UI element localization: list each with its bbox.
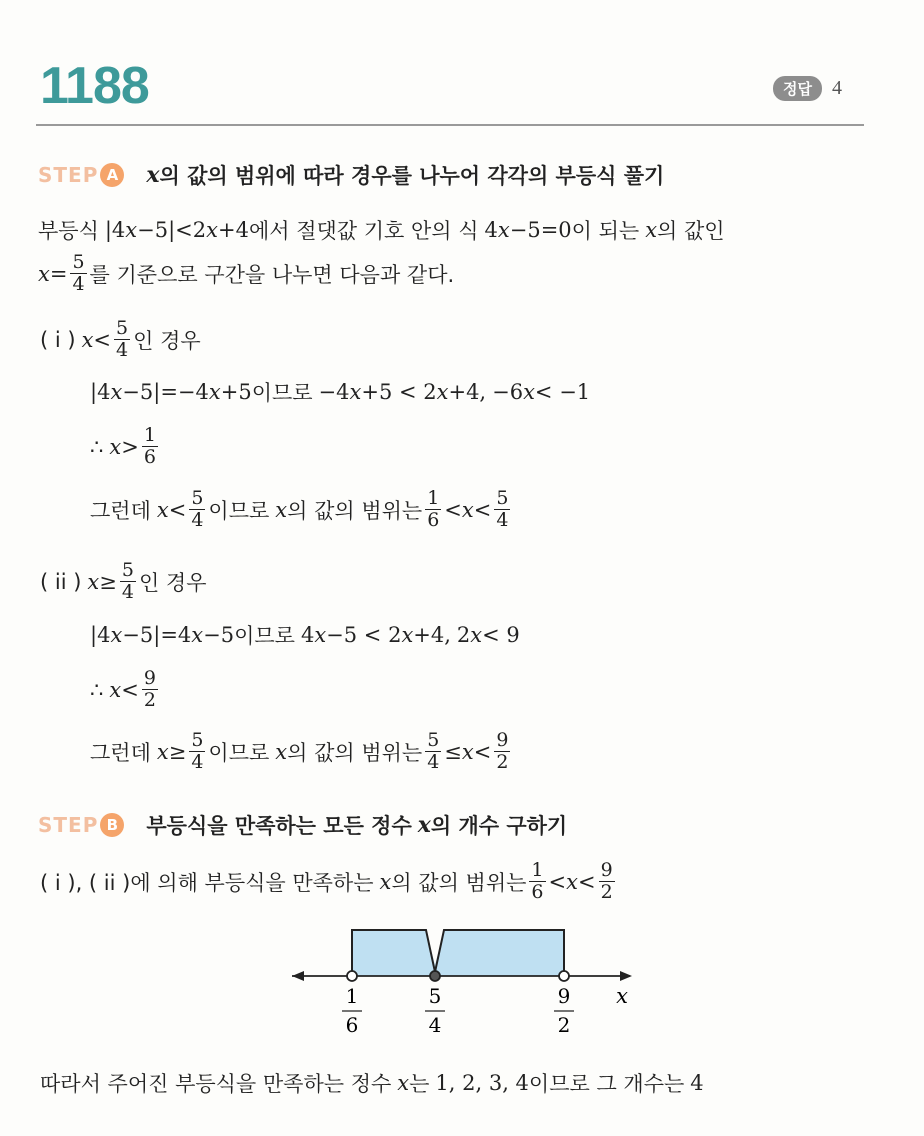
fraction: $\frac{9}{2}$ <box>496 729 509 773</box>
var-x: x <box>275 497 288 522</box>
var-x: x <box>156 497 169 522</box>
text: 이므로 <box>234 624 295 648</box>
fraction: $\frac{1}{6}$ <box>143 424 156 468</box>
text: ( i ), ( ii )에 의해 부등식을 만족하는 <box>40 870 374 895</box>
tick-numerator: 9 <box>557 984 571 1008</box>
text: 이므로 <box>251 381 313 405</box>
answer-value: 4 <box>831 77 842 99</box>
math: < <box>473 739 492 764</box>
var-x: x <box>349 380 362 404</box>
fraction: $\frac{5}{4}$ <box>191 729 204 773</box>
math: −5|=4 <box>122 623 192 647</box>
case-1-line-1 <box>90 377 590 407</box>
math: < <box>93 327 112 352</box>
solution-region <box>352 930 564 976</box>
var-x: x <box>81 327 94 352</box>
fraction: $\frac{5}{4}$ <box>121 559 134 603</box>
text: 의 값인 <box>657 219 725 243</box>
tick-numerator: 5 <box>428 984 442 1008</box>
conclusion <box>40 1068 704 1098</box>
fraction: $\frac{5}{4}$ <box>72 251 85 295</box>
var-x: x <box>417 812 431 838</box>
fraction: $\frac{9}{2}$ <box>600 859 613 903</box>
tick-numerator: 1 <box>345 984 359 1008</box>
step-b-heading <box>38 810 567 840</box>
fraction: $\frac{1}{6}$ <box>531 859 544 903</box>
var-x: x <box>645 218 658 242</box>
number-line-diagram <box>280 920 660 1045</box>
math: |4 <box>90 380 111 404</box>
text: 인 경우 <box>133 328 201 353</box>
var-x: x <box>379 869 392 894</box>
math: +4 <box>217 218 249 242</box>
text: 그런데 <box>90 740 151 765</box>
math: < <box>473 497 492 522</box>
case-1-line-3 <box>90 488 513 531</box>
math: = <box>49 261 68 286</box>
case-2-line-2 <box>90 668 161 711</box>
header-divider <box>36 124 864 126</box>
fraction: $\frac{5}{4}$ <box>116 317 129 361</box>
math: +4, <box>448 380 487 404</box>
var-x: x <box>87 569 100 594</box>
integer-values: 1, 2, 3, 4 <box>435 1071 529 1095</box>
math: |4 <box>104 218 126 242</box>
var-x: x <box>461 497 474 522</box>
case-2-heading <box>40 560 207 603</box>
math: −5|<2 <box>137 218 207 242</box>
var-x: x <box>206 218 218 242</box>
var-x: x <box>397 1071 410 1095</box>
math: ≤ <box>444 739 462 764</box>
answer-badge: 정답 <box>773 76 822 101</box>
axis-arrow-left <box>292 971 304 981</box>
var-x: x <box>470 623 483 647</box>
closed-point-5-4 <box>430 971 440 981</box>
case-2-line-3 <box>90 730 513 773</box>
therefore-symbol: ∴ <box>90 677 104 702</box>
text: 이므로 <box>208 740 270 765</box>
var-x: x <box>314 623 327 647</box>
math: −5|=−4 <box>122 380 209 404</box>
open-point-1-6 <box>347 971 357 981</box>
tick-denominator: 6 <box>345 1013 359 1037</box>
var-x: x <box>191 623 204 647</box>
answer-box <box>773 76 842 101</box>
text: 부등식 <box>38 219 99 243</box>
var-x: x <box>110 623 123 647</box>
open-point-9-2 <box>559 971 569 981</box>
text: 그런데 <box>90 498 151 523</box>
math: +4, <box>413 623 451 647</box>
therefore-symbol: ∴ <box>90 434 104 459</box>
case-1-heading <box>40 318 201 361</box>
var-x: x <box>436 380 449 404</box>
var-x: x <box>401 623 414 647</box>
case-label: ( ii ) <box>40 569 82 594</box>
math: < <box>121 677 139 702</box>
text: 따라서 주어진 부등식을 만족하는 정수 <box>40 1072 392 1096</box>
var-x: x <box>109 677 122 702</box>
step-b-title-end: 의 개수 구하기 <box>430 814 568 838</box>
math: |4 <box>90 623 111 647</box>
math: 4 <box>484 218 498 242</box>
var-x: x <box>110 380 123 404</box>
var-x: x <box>523 380 535 404</box>
var-x: x <box>109 434 122 459</box>
step-b-para-1 <box>40 860 618 903</box>
step-a-title: 의 값의 범위에 따라 경우를 나누어 각각의 부등식 풀기 <box>159 164 665 188</box>
var-x: x <box>125 218 138 242</box>
step-a-para-1 <box>38 215 725 245</box>
text: 는 <box>409 1072 430 1096</box>
text: 의 값의 범위는 <box>287 740 423 765</box>
step-a-heading <box>38 160 664 190</box>
math: 2 <box>456 623 471 647</box>
text: 를 기준으로 구간을 나누면 다음과 같다. <box>89 262 455 287</box>
var-x: x <box>275 739 288 764</box>
case-1-line-2 <box>90 425 161 468</box>
text: 의 값의 범위는 <box>287 498 423 523</box>
math: 4 <box>300 623 315 647</box>
fraction: $\frac{5}{4}$ <box>496 487 509 531</box>
math: +5 < 2 <box>361 380 437 404</box>
text: 이므로 <box>208 498 270 523</box>
fraction: $\frac{5}{4}$ <box>427 729 440 773</box>
math: −5 <box>203 623 235 647</box>
step-b-badge: B <box>100 813 124 837</box>
step-a-para-2 <box>38 252 454 295</box>
fraction: $\frac{5}{4}$ <box>191 487 204 531</box>
math: < <box>444 497 462 522</box>
math: < 9 <box>482 623 520 647</box>
text: 이 되는 <box>571 219 640 243</box>
math: ≥ <box>99 569 117 594</box>
math: > <box>121 434 139 459</box>
text: 에서 절댓값 기호 안의 식 <box>248 219 479 243</box>
var-x: x <box>461 739 474 764</box>
math: < <box>548 869 567 894</box>
math: < <box>168 497 187 522</box>
axis-arrow-right <box>620 971 632 981</box>
math: −6 <box>492 380 524 404</box>
step-b-title: 부등식을 만족하는 모든 정수 <box>146 814 412 838</box>
step-label: STEP <box>38 163 99 187</box>
var-x: x <box>497 218 510 242</box>
math: −5 < 2 <box>326 623 402 647</box>
math: −4 <box>318 380 350 404</box>
math: ≥ <box>168 739 187 764</box>
fraction: $\frac{1}{6}$ <box>427 487 440 531</box>
step-a-badge: A <box>100 163 124 187</box>
var-x: x <box>146 162 160 188</box>
text: 의 값의 범위는 <box>391 870 527 895</box>
math: −5=0 <box>509 218 572 242</box>
tick-denominator: 2 <box>557 1013 571 1037</box>
axis-label-x: x <box>616 984 628 1008</box>
var-x: x <box>38 261 50 286</box>
text: 인 경우 <box>138 570 207 595</box>
text: 이므로 그 개수는 <box>528 1072 685 1096</box>
math: < −1 <box>534 380 591 404</box>
case-2-line-1 <box>90 620 520 650</box>
math: < <box>577 869 596 894</box>
step-label: STEP <box>38 813 99 837</box>
case-label: ( i ) <box>40 327 76 352</box>
final-answer: 4 <box>690 1071 704 1095</box>
var-x: x <box>156 739 169 764</box>
problem-number: 1188 <box>40 57 149 115</box>
math: +5 <box>220 380 252 404</box>
tick-denominator: 4 <box>428 1013 442 1037</box>
fraction: $\frac{9}{2}$ <box>143 667 156 711</box>
var-x: x <box>208 380 221 404</box>
var-x: x <box>566 869 578 894</box>
